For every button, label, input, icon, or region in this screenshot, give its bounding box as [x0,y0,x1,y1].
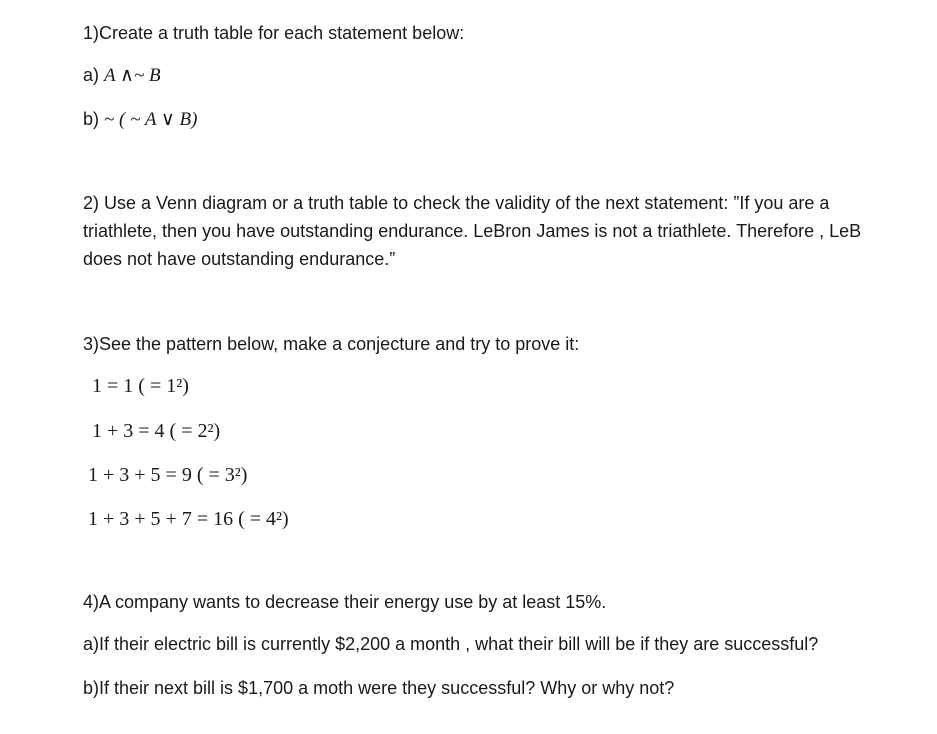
q4-part-b: b)If their next bill is $1,700 a moth were they successful? Why or why not? [83,678,675,698]
q1-a-label: a) [83,65,100,85]
q1-a-expression: A ∧~ B [104,65,161,86]
q1-part-a [83,63,161,88]
q2-line-2: triathlete, then you have outstanding endurance. LeBron James is not a triathlete. Therefore , LeB [83,221,862,241]
q2-line-3: does not have outstanding endurance.” [83,249,396,269]
q1-part-b [83,107,197,132]
q1-b-expression: ~ ( ~ A ∨ B) [104,109,198,130]
q3-equation-1: 1 = 1 ( = 1²) [92,375,189,397]
q3-equation-4: 1 + 3 + 5 + 7 = 16 ( = 4²) [88,508,289,530]
q4-prompt: 4)A company wants to decrease their energy use by at least 15%. [83,592,607,612]
q4-part-a: a)If their electric bill is currently $2,200 a month , what their bill will be if they are successful? [83,634,819,654]
q3-equation-3: 1 + 3 + 5 = 9 ( = 3²) [88,464,248,486]
q3-prompt: 3)See the pattern below, make a conjecture and try to prove it: [83,334,580,354]
q1-prompt: 1)Create a truth table for each statement below: [83,23,465,43]
q3-equation-2: 1 + 3 = 4 ( = 2²) [92,420,221,442]
q1-b-label: b) [83,109,100,129]
q2-line-1: 2) Use a Venn diagram or a truth table to check the validity of the next statement: ”If you are a [83,193,830,213]
